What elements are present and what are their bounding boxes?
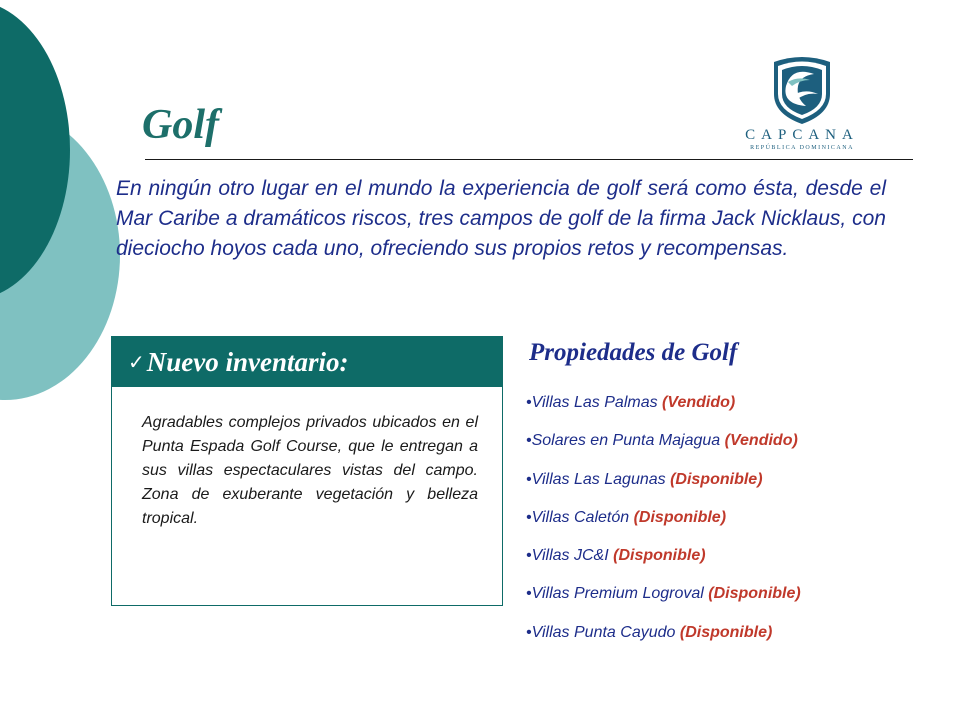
- list-item: [526, 469, 946, 507]
- properties-list: [526, 392, 946, 660]
- inventory-title: Nuevo inventario:: [146, 346, 349, 377]
- list-item: [526, 507, 946, 545]
- property-status: (Vendido): [724, 432, 798, 450]
- inventory-box: [111, 336, 503, 606]
- capcana-shield-icon: [722, 52, 882, 124]
- list-item: [526, 583, 946, 621]
- inventory-description: Agradables complejos privados ubicados en el Punta Espada Golf Course, que le entregan a sus villas espectaculares vistas del campo. Zona de exuberante vegetación y belleza tropical.: [142, 414, 478, 527]
- bullet: •: [526, 394, 532, 411]
- bullet: •: [526, 508, 532, 526]
- property-name: Villas Las Lagunas: [531, 470, 671, 488]
- check-icon: ✓: [128, 350, 145, 374]
- property-status: (Disponible): [679, 623, 773, 641]
- bullet: •: [526, 623, 532, 641]
- logo-subtitle: REPÚBLICA DOMINICANA: [750, 145, 854, 151]
- bullet: •: [526, 432, 532, 450]
- inventory-header: [112, 337, 502, 387]
- property-name: Villas JC&I: [531, 547, 614, 565]
- property-status: (Disponible): [670, 470, 763, 488]
- bullet: •: [526, 470, 532, 488]
- properties-title: Propiedades de Golf: [529, 339, 738, 366]
- slide-title: Golf: [142, 102, 219, 148]
- intro-paragraph: En ningún otro lugar en el mundo la experiencia de golf será como ésta, desde el Mar Caribe a dramáticos riscos, tres campos de golf de la firma Jack Nicklaus, con dieciocho hoyos cada uno, ofreciendo sus propios retos y recompensas.: [116, 177, 886, 260]
- property-status: (Disponible): [613, 547, 706, 565]
- logo-wordmark: CAPCANA: [745, 127, 859, 143]
- capcana-logo: [722, 52, 882, 162]
- bullet: •: [526, 547, 532, 565]
- list-item: [526, 622, 946, 660]
- property-status: (Vendido): [662, 394, 736, 411]
- list-item: [526, 392, 946, 430]
- bullet: •: [526, 585, 532, 603]
- property-status: (Disponible): [708, 585, 801, 603]
- property-name: Villas Las Palmas: [531, 394, 663, 411]
- property-name: Villas Caletón: [531, 508, 634, 526]
- list-item: [526, 430, 946, 468]
- property-name: Villas Premium Logroval: [531, 585, 709, 603]
- property-name: Solares en Punta Majagua: [531, 432, 725, 450]
- list-item: [526, 545, 946, 583]
- property-status: (Disponible): [633, 508, 727, 526]
- property-name: Villas Punta Cayudo: [531, 623, 680, 641]
